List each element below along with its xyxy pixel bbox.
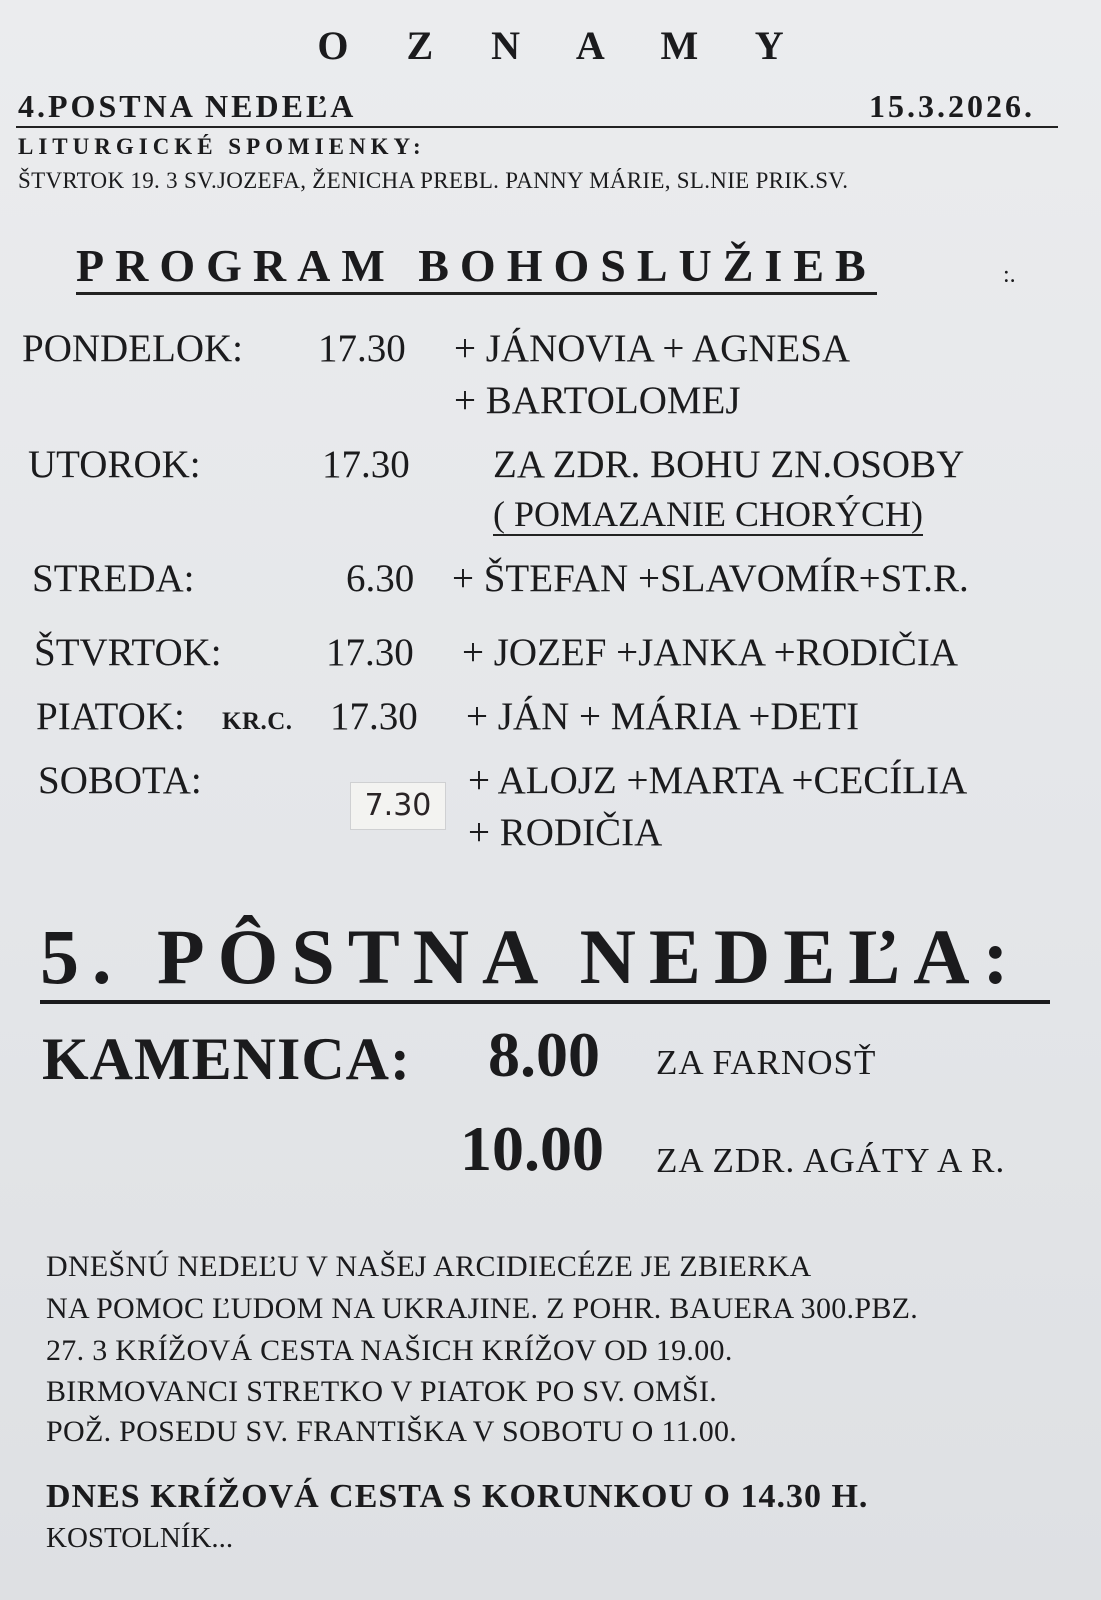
notice-line: NA POMOC ĽUDOM NA UKRAJINE. Z POHR. BAUERA 300.PBZ. (46, 1292, 919, 1325)
mass-place: KAMENICA: (42, 1026, 411, 1092)
schedule-intention-friday: + JÁN + MÁRIA +DETI (466, 695, 860, 738)
schedule-intention-monday: + JÁNOVIA + AGNESA (454, 327, 851, 370)
mass-time-2: 10.00 (460, 1113, 604, 1184)
schedule-intention-tuesday: ZA ZDR. BOHU ZN.OSOBY (493, 443, 965, 486)
schedule-intention-saturday: + ALOJZ +MARTA +CECÍLIA (468, 759, 968, 802)
schedule-intention-monday-2: + BARTOLOMEJ (454, 379, 741, 422)
sunday-title: 4.POSTNA NEDEĽA (18, 88, 357, 124)
schedule-intention-thursday: + JOZEF +JANKA +RODIČIA (462, 631, 959, 674)
schedule-time-thursday: 17.30 (326, 631, 414, 674)
schedule-time-wednesday: 6.30 (346, 557, 415, 600)
notice-line: DNEŠNÚ NEDEĽU V NAŠEJ ARCIDIECÉZE JE ZBIERKA (46, 1250, 812, 1283)
mass-intention-2: ZA ZDR. AGÁTY A R. (656, 1141, 1006, 1180)
notice-line: POŽ. POSEDU SV. FRANTIŠKA V SOBOTU O 11.00. (46, 1415, 738, 1448)
notice-line: BIRMOVANCI STRETKO V PIATOK PO SV. OMŠI. (46, 1375, 718, 1408)
schedule-day-monday: PONDELOK: (22, 327, 243, 370)
mass-intention-1: ZA FARNOSŤ (656, 1043, 877, 1082)
header-divider (16, 126, 1058, 128)
final-notice: DNES KRÍŽOVÁ CESTA S KORUNKOU O 14.30 H. (46, 1478, 869, 1515)
sexton-signature: KOSTOLNÍK... (46, 1522, 234, 1554)
program-heading-suffix: :. (1003, 262, 1016, 288)
schedule-day-note-friday: KR.C. (222, 708, 293, 735)
schedule-day-wednesday: STREDA: (32, 557, 195, 600)
liturgical-heading: LITURGICKÉ SPOMIENKY: (18, 134, 426, 159)
program-heading: PROGRAM BOHOSLUŽIEB (76, 240, 877, 295)
schedule-intention-saturday-2: + RODIČIA (468, 811, 663, 854)
schedule-intention-wednesday: + ŠTEFAN +SLAVOMÍR+ST.R. (452, 557, 969, 600)
schedule-day-friday: PIATOK: (36, 695, 185, 738)
schedule-day-tuesday: UTOROK: (28, 443, 201, 486)
notice-line: 27. 3 KRÍŽOVÁ CESTA NAŠICH KRÍŽOV OD 19.00. (46, 1334, 733, 1367)
schedule-day-saturday: SOBOTA: (38, 759, 202, 802)
announcement-date: 15.3.2026. (869, 88, 1035, 124)
schedule-intention-tuesday-2: ( POMAZANIE CHORÝCH) (493, 494, 923, 534)
schedule-time-saturday: 7.30 (350, 782, 446, 830)
schedule-time-tuesday: 17.30 (322, 443, 410, 486)
next-sunday-heading: 5. PÔSTNA NEDEĽA: (40, 913, 1022, 1000)
schedule-day-thursday: ŠTVRTOK: (34, 631, 222, 674)
mass-time-1: 8.00 (488, 1019, 600, 1090)
document-title: O Z N A M Y (317, 23, 808, 68)
liturgical-line: ŠTVRTOK 19. 3 SV.JOZEFA, ŽENICHA PREBL. PANNY MÁRIE, SL.NIE PRIK.SV. (18, 168, 849, 193)
schedule-time-friday: 17.30 (330, 695, 418, 738)
next-sunday-divider (40, 1000, 1050, 1004)
schedule-time-monday: 17.30 (318, 327, 406, 370)
